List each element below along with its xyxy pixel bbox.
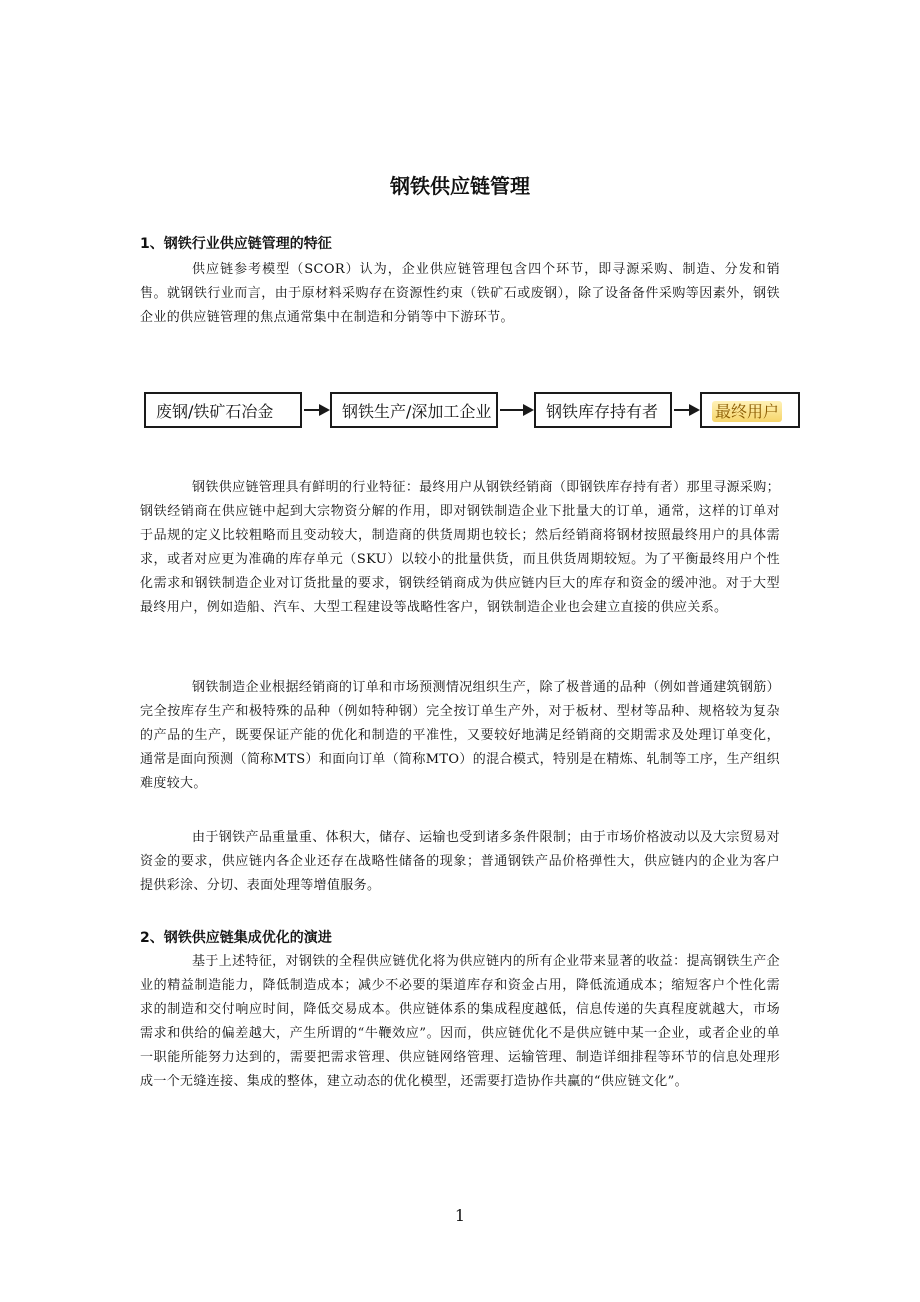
flow-step-stock-holder: 钢铁库存持有者 <box>534 392 672 428</box>
section-heading-1: 1、钢铁行业供应链管理的特征 <box>140 236 332 252</box>
page-number: 1 <box>454 1206 466 1225</box>
paragraph-industry-features: 钢铁供应链管理具有鲜明的行业特征：最终用户从钢铁经销商（即钢铁库存持有者）那里寻源采购；钢铁经销商在供应链中起到大宗物资分解的作用，即对钢铁制造企业下批量大的订单，通常，这样的订单对于品规的定义比较粗略而且变动较大，制造商的供货周期也较长；然后经销商将钢材按照最终用户的具体需求，或者对应更为准确的库存单元（SKU）以较小的批量供货，而且供货周期较短。为了平衡最终用户个性化需求和钢铁制造企业对订货批量的要求，钢铁经销商成为供应链内巨大的库存和资金的缓冲池。对于大型最终用户，例如造船、汽车、大型工程建设等战略性客户，钢铁制造企业也会建立直接的供应关系。 <box>140 480 780 615</box>
flow-step-raw-material: 废钢/铁矿石冶金 <box>144 392 302 428</box>
paragraph-production-mode: 钢铁制造企业根据经销商的订单和市场预测情况组织生产，除了极普通的品种（例如普通建筑钢筋）完全按库存生产和极特殊的品种（例如特种钢）完全按订单生产外，对于板材、型材等品种、规格较为复杂的产品的生产，既要保证产能的优化和制造的平准性，又要较好地满足经销商的交期需求及处理订单变化，通常是面向预测（简称MTS）和面向订单（简称MTO）的混合模式，特别是在精炼、轧制等工序，生产组织难度较大。 <box>140 680 780 791</box>
section-heading-2: 2、钢铁供应链集成优化的演进 <box>140 930 332 946</box>
flow-step-steel-producer: 钢铁生产/深加工企业 <box>330 392 498 428</box>
document-title: 钢铁供应链管理 <box>390 174 530 198</box>
flow-step-end-user <box>700 392 800 428</box>
supply-chain-flow-diagram <box>144 392 800 432</box>
end-user-label: 最终用户 <box>712 401 782 422</box>
right-arrow-icon <box>304 400 330 420</box>
right-arrow-icon <box>674 400 700 420</box>
right-arrow-icon <box>500 400 534 420</box>
paragraph-scor: 供应链参考模型（SCOR）认为，企业供应链管理包含四个环节，即寻源采购、制造、分发和销售。就钢铁行业而言，由于原材料采购存在资源性约束（铁矿石或废钢），除了设备备件采购等因素外，钢铁企业的供应链管理的焦点通常集中在制造和分销等中下游环节。 <box>140 262 780 325</box>
paragraph-storage-transport: 由于钢铁产品重量重、体积大，储存、运输也受到诸多条件限制；由于市场价格波动以及大宗贸易对资金的要求，供应链内各企业还存在战略性储备的现象；普通钢铁产品价格弹性大，供应链内的企业为客户提供彩涂、分切、表面处理等增值服务。 <box>140 830 780 893</box>
paragraph-integration-optimization: 基于上述特征，对钢铁的全程供应链优化将为供应链内的所有企业带来显著的收益：提高钢铁生产企业的精益制造能力，降低制造成本；减少不必要的渠道库存和资金占用，降低流通成本；缩短客户个性化需求的制造和交付响应时间，降低交易成本。供应链体系的集成程度越低，信息传递的失真程度就越大，市场需求和供给的偏差越大，产生所谓的“牛鞭效应”。因而，供应链优化不是供应链中某一企业，或者企业的单一职能所能努力达到的，需要把需求管理、供应链网络管理、运输管理、制造详细排程等环节的信息处理形成一个无缝连接、集成的整体，建立动态的优化模型，还需要打造协作共赢的“供应链文化”。 <box>140 954 780 1089</box>
